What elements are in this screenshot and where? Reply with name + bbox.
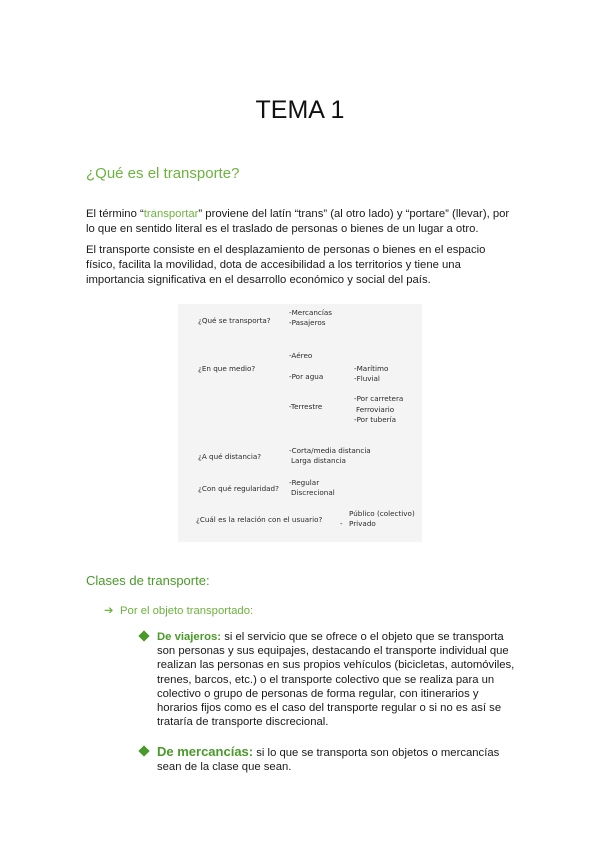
list-item xyxy=(140,745,518,774)
figure-answer: -Regular xyxy=(289,478,320,487)
list-item-term: De viajeros: xyxy=(157,631,222,643)
transport-classification-figure xyxy=(178,304,422,542)
diamond-bullet-icon xyxy=(138,745,149,756)
page-title: TEMA 1 xyxy=(255,96,345,124)
paragraph-origin-prefix: El término “ xyxy=(86,208,144,220)
figure-answer: Público (colectivo) xyxy=(349,509,415,518)
figure-answer: Ferroviario xyxy=(356,405,395,414)
figure-answer: -Mercancías xyxy=(289,308,333,317)
figure-question-distance: ¿A qué distancia? xyxy=(198,452,262,461)
arrow-right-icon: ➔ xyxy=(104,605,114,617)
highlighted-term: transportar xyxy=(143,208,199,220)
paragraph-origin-suffix: ” proviene del latín “trans” (al otro lado) y “portare” (llevar), por lo que en sentido literal es el traslado de personas o bienes de un lugar a otro. xyxy=(86,208,510,235)
figure-answer: -Marítimo xyxy=(354,364,389,373)
figure-question-regularity: ¿Con qué regularidad? xyxy=(198,484,279,493)
list-item-text xyxy=(157,630,518,729)
figure-answer: Larga distancia xyxy=(291,456,346,465)
list-item-term: De mercancías: xyxy=(157,744,254,759)
paragraph-definition: El transporte consiste en el desplazamiento de personas o bienes en el espacio físico, facilita la movilidad, dota de accesibilidad a los territorios y tiene una importancia significativa en el desarrollo económico y social del país. xyxy=(86,244,486,286)
figure-question-medium: ¿En que medio? xyxy=(198,364,256,373)
figure-answer: -Por tubería xyxy=(354,415,397,424)
list-item xyxy=(140,630,518,729)
list-item-body: si lo que se transporta son objetos o mercancías sean de la clase que sean. xyxy=(157,747,500,774)
list-item-text xyxy=(157,745,518,774)
diamond-bullet-icon xyxy=(138,630,149,641)
figure-answer: Discrecional xyxy=(291,488,335,497)
sub-heading xyxy=(104,604,253,617)
list-item-body: si el servicio que se ofrece o el objeto que se transporta son personas y sus equipajes, destacando el transporte individual que realizan las personas en sus propios vehículos (bicicletas, automóviles, trenes, barcos, etc.) o el transporte colectivo que se realiza para un colectivo o grupo de personas de forma regular, con itinerarios y horarios fijos como es el caso del transporte regular o si no es así se trataría de transporte discrecional. xyxy=(157,631,515,729)
figure-question-relation: ¿Cuál es la relación con el usuario? xyxy=(196,515,323,524)
paragraph-origin xyxy=(86,207,518,237)
figure-answer: -Corta/media distancia xyxy=(289,446,371,455)
figure-answer: -Pasajeros xyxy=(289,318,326,327)
figure-dash: - xyxy=(340,519,343,528)
classes-heading: Clases de transporte: xyxy=(86,573,210,588)
figure-question-what: ¿Qué se transporta? xyxy=(198,316,271,325)
figure-answer: -Por agua xyxy=(289,372,324,381)
figure-answer: -Terrestre xyxy=(289,402,323,411)
figure-answer: -Aéreo xyxy=(289,351,313,360)
figure-answer: -Fluvial xyxy=(354,374,380,383)
question-heading: ¿Qué es el transporte? xyxy=(86,165,240,182)
figure-answer: -Por carretera xyxy=(354,394,404,403)
figure-answer: Privado xyxy=(349,519,376,528)
sub-heading-label: Por el objeto transportado: xyxy=(120,605,254,617)
